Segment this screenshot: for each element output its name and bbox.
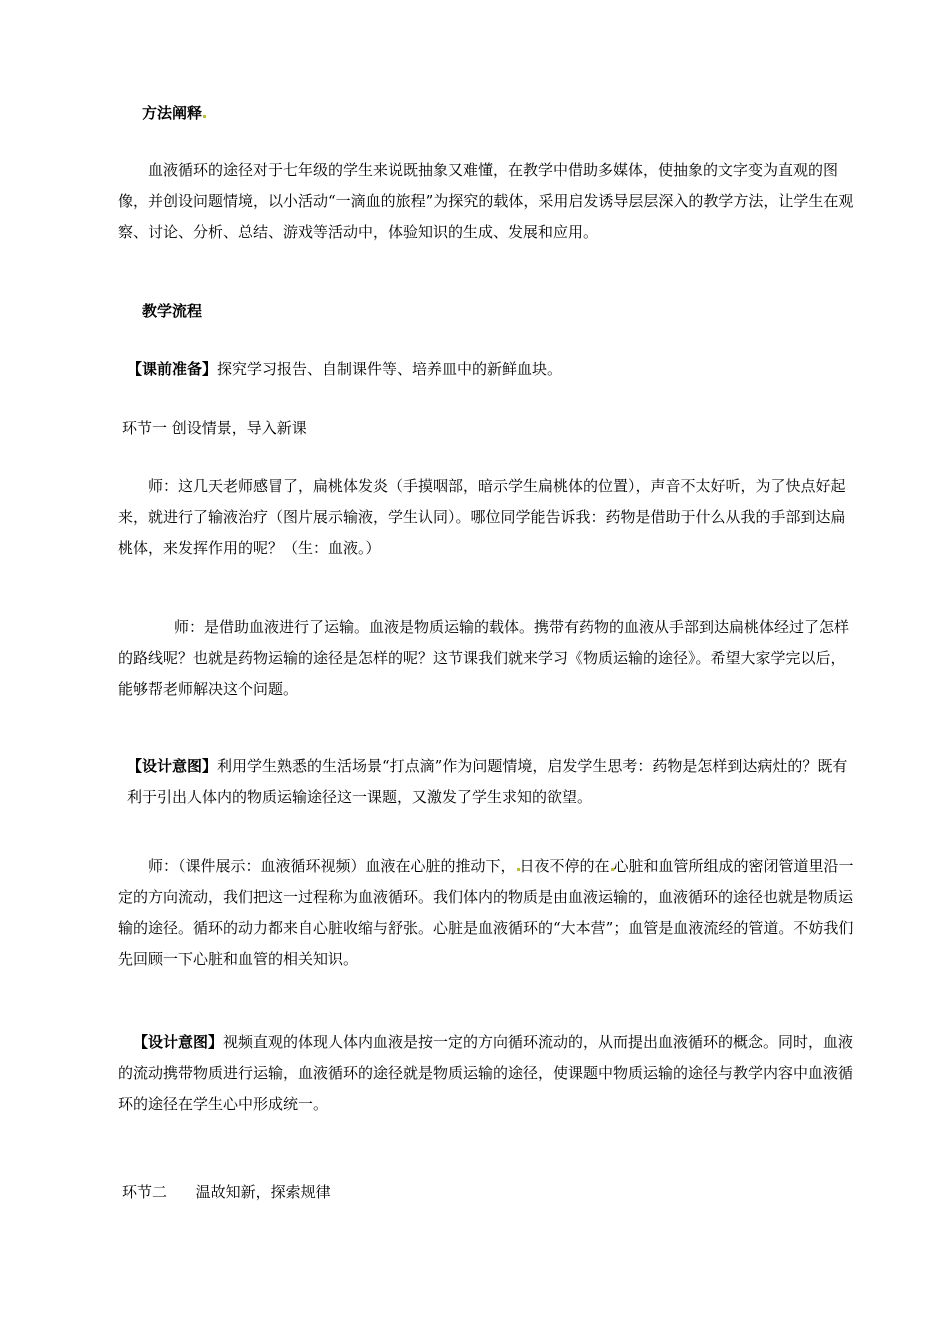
paragraph-design-1 (127, 751, 858, 813)
heading-method-text: 方法阐释 (142, 104, 203, 122)
paragraph-teacher-1: 师：这几天老师感冒了，扁桃体发炎（手摸咽部，暗示学生扁桃体的位置），声音不太好听，为了快点好起来，就进行了输液治疗（图片展示输液，学生认同）。哪位同学能告诉我：药物是借助于什么从我的手部到达扁桃体，来发挥作用的呢？（生：血液。） (118, 477, 846, 557)
paragraph-design-2 (118, 1027, 858, 1120)
teacher-3-part-a: 师：（课件展示：血液循环视频）血液在心脏的推动下， (148, 857, 516, 875)
design-label-1: 【设计意图】 (127, 757, 218, 775)
heading-method (142, 101, 206, 125)
paragraph-teacher-3 (118, 851, 858, 975)
heading-flow: 教学流程 (142, 302, 203, 320)
paragraph-method: 血液循环的途径对于七年级的学生来说既抽象又难懂，在教学中借助多媒体，使抽象的文字变为直观的图像，并创设问题情境，以小活动“一滴血的旅程”为探究的载体，采用启发诱导层层深入的教学方法，让学生在观察、讨论、分析、总结、游戏等活动中，体验知识的生成、发展和应用。 (118, 161, 854, 241)
design-1-text: 利用学生熟悉的生活场景“打点滴”作为问题情境，启发学生思考：药物是怎样到达病灶的？既有利于引出人体内的物质运输途径这一课题，又激发了学生求知的欲望。 (127, 757, 848, 806)
design-label-2: 【设计意图】 (133, 1033, 224, 1051)
prep-text: 探究学习报告、自制课件等、培养皿中的新鲜血块。 (217, 360, 563, 378)
paragraph-teacher-2: 师：是借助血液进行了运输。血液是物质运输的载体。携带有药物的血液从手部到达扁桃体经过了怎样的路线呢？也就是药物运输的途径是怎样的呢？这节课我们就来学习《物质运输的途径》。希望大家学完以后，能够帮老师解决这个问题。 (118, 618, 850, 698)
section-two-title: 环节二 温故知新，探索规律 (122, 1183, 331, 1201)
teacher-3-part-b: 日夜不停的在 (519, 857, 610, 875)
prep-label: 【课前准备】 (127, 360, 218, 378)
section-one-title: 环节一 创设情景，导入新课 (122, 419, 307, 437)
mark-dot (203, 115, 206, 118)
paragraph-prep (127, 354, 867, 385)
design-2-text: 视频直观的体现人体内血液是按一定的方向循环流动的，从而提出血液循环的概念。同时，血液的流动携带物质进行运输，血液循环的途径就是物质运输的途径，使课题中物质运输的途径与教学内容中血液循环的途径在学生心中形成统一。 (118, 1033, 854, 1113)
teacher-3-part-c: 心脏和血管所组成的密闭管道里沿一定的方向流动，我们把这一过程称为血液循环。我们体内的物质是由血液运输的，血液循环的途径也就是物质运输的途径。循环的动力都来自心脏收缩与舒张。心脏是血液循环的“大本营”；血管是血液流经的管道。不妨我们先回顾一下心脏和血管的相关知识。 (118, 857, 854, 968)
